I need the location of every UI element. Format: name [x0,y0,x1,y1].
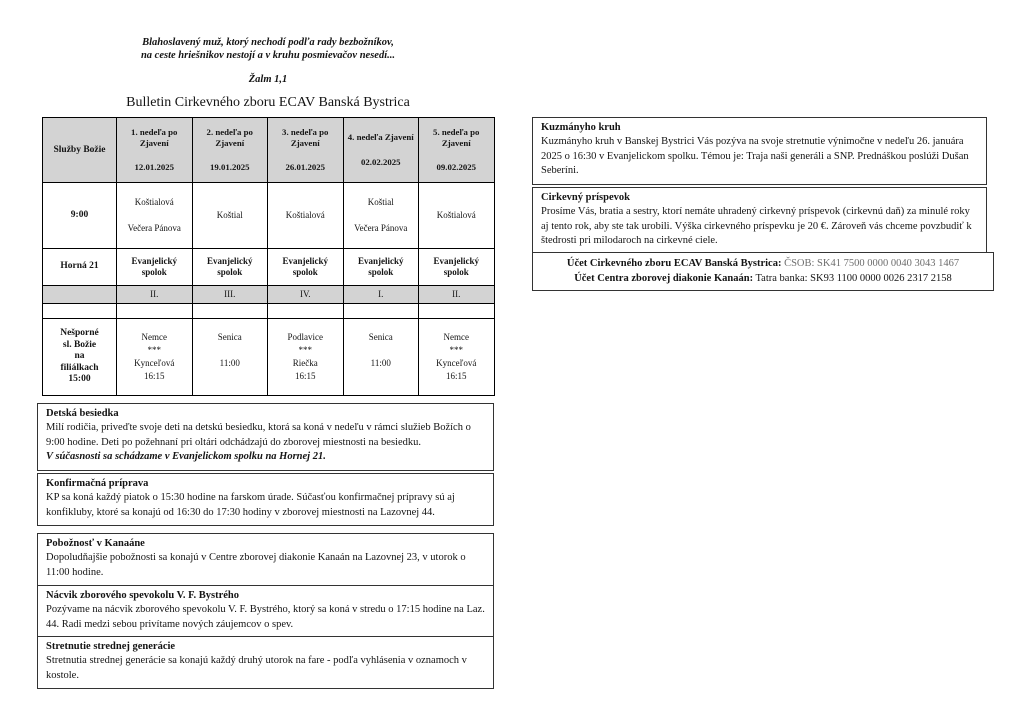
account-number: ČSOB: SK41 7500 0000 0040 3043 1467 [784,258,960,269]
psalm-reference: Žalm 1,1 [248,74,288,85]
venue-cell: Evanjelický spolok [192,249,268,286]
venue-cell: Evanjelický spolok [343,249,419,286]
account-line-2 [539,272,987,287]
venue-row [43,249,495,286]
account-number: Tatra banka: SK93 1100 0000 0026 2317 2158 [755,272,952,284]
preacher-cell: Koštial [192,183,268,249]
box-body: Kuzmányho kruh v Banskej Bystrici Vás pozýva na svoje stretnutie výnimočne v nedeľu 26. januára 2025 o 16:30 v Evanjelickom spolku. Témou je: Traja naši generáli a SNP. Prednáškou poslúži Dušan Seberíni. [541,136,969,176]
vespers-cell: Senica 11:00 [343,319,419,396]
box-body: KP sa koná každý piatok o 15:30 hodine na farskom úrade. Súčasťou konfirmačnej prípravy sú aj konfikluby, ktoré sa konajú od 16:30 do 17:30 hodiny v zborovej miestnosti na Lazovnej 44. [46,492,455,518]
vespers-cell: Podlavice *** Riečka 16:15 [268,319,344,396]
box-title: Detská besiedka [46,408,119,419]
numeral-cell: II. [419,286,495,304]
numeral-cell: I. [343,286,419,304]
column-date: 26.01.2025 [285,162,326,172]
box-body: Prosíme Vás, bratia a sestry, ktorí nemáte uhradený cirkevný príspevok (cirkevnú daň) za minulé roky aj tento rok, aby ste tak urobili. Výška cirkevného príspevku je 20 €. Zároveň vás chceme povzbudiť k štedrosti pri milodaroch na cirkevné ciele. [541,206,972,246]
account-label: Účet Centra zborovej diakonie Kanaán: [574,272,754,284]
announcement-box-nacvik-spevokolu [37,585,494,638]
column-header-4 [343,118,419,183]
box-body: Dopoludňajšie pobožnosti sa konajú v Centre zborovej diakonie Kanaán na Lazovnej 23, v utorok o 11:00 hodine. [46,552,466,578]
column-header-5 [419,118,495,183]
preacher-cell: Koštial Večera Pánova [343,183,419,249]
column-title: 1. nedeľa po Zjavení [131,127,178,148]
announcement-box-kuzmanyho-kruh [532,117,987,185]
column-title: 4. nedeľa Zjavení [347,132,414,143]
column-date: 19.01.2025 [209,162,250,172]
announcement-box-cirkevny-prispevok [532,187,987,255]
vespers-row-label: Nešporné sl. Božie na filiálkach 15:00 [43,319,117,396]
bulletin-title: Bulletin Cirkevného zboru ECAV Banská Bystrica [126,95,410,110]
vespers-cell: Senica 11:00 [192,319,268,396]
numeral-cell: IV. [268,286,344,304]
services-table [42,117,495,396]
account-line-1 [539,257,987,272]
announcement-box-stretnutie-strednej-generacie [37,636,494,689]
spacer-row [43,304,495,319]
header-block [42,36,494,112]
column-title: 3. nedeľa po Zjavení [282,127,329,148]
table-header-row [43,118,495,183]
numeral-cell: III. [192,286,268,304]
box-body: Pozývame na nácvik zborového spevokolu V. F. Bystrého, ktorý sa koná v stredu o 17:15 hodine na Laz. 44. Radi medzi sebou privítame nových záujemcov o spev. [46,604,485,630]
box-title: Stretnutie strednej generácie [46,641,176,652]
box-title: Konfirmačná príprava [46,478,149,489]
table-corner-label: Služby Božie [43,118,117,183]
column-date: 09.02.2025 [436,162,477,172]
announcement-box-poboznost-v-kanaane [37,533,494,586]
box-body: Stretnutia strednej generácie sa konajú každý druhý utorok na fare - podľa vyhlásenia v oznamoch v kostole. [46,655,467,681]
vespers-cell: Nemce *** Kynceľová 16:15 [117,319,193,396]
announcement-box-detska-besiedka [37,403,494,471]
vespers-row [43,319,495,396]
box-title: Cirkevný príspevok [541,192,630,203]
venue-cell: Evanjelický spolok [419,249,495,286]
preacher-cell: Koštialová [419,183,495,249]
time-row-label: 9:00 [43,183,117,249]
column-header-2 [192,118,268,183]
numeral-row [43,286,495,304]
box-title: Nácvik zborového spevokolu V. F. Bystrého [46,590,240,601]
column-date: 12.01.2025 [134,162,175,172]
column-date: 02.02.2025 [360,156,401,167]
column-title: 2. nedeľa po Zjavení [206,127,253,148]
box-title: Pobožnosť v Kanaáne [46,538,145,549]
verse-line-1: Blahoslavený muž, ktorý nechodí podľa rady bezbožníkov, [142,37,394,48]
venue-cell: Evanjelický spolok [117,249,193,286]
preacher-cell: Koštialová [268,183,344,249]
numeral-cell: II. [117,286,193,304]
numeral-empty-cell [43,286,117,304]
venue-cell: Evanjelický spolok [268,249,344,286]
box-body: Milí rodičia, priveďte svoje deti na detskú besiedku, ktorá sa koná v nedeľu v rámci služieb Božích o 9:00 hodine. Deti po požehnaní pri oltári odchádzajú do zborovej miestnosti na besiedku. [46,422,471,448]
announcement-box-konfirmacna-priprava [37,473,494,526]
accounts-box [532,252,994,291]
column-title: 5. nedeľa po Zjavení [433,127,480,148]
venue-row-label: Horná 21 [43,249,117,286]
box-emphasis: V súčasnosti sa schádzame v Evanjelickom spolku na Hornej 21. [46,451,326,462]
preacher-cell: Koštialová Večera Pánova [117,183,193,249]
column-header-3 [268,118,344,183]
box-title: Kuzmányho kruh [541,122,621,133]
vespers-cell: Nemce *** Kynceľová 16:15 [419,319,495,396]
column-header-1 [117,118,193,183]
account-label: Účet Cirkevného zboru ECAV Banská Bystrica: [566,258,782,269]
verse-line-2: na ceste hriešnikov nestojí a v kruhu posmievačov nesedí... [140,50,396,61]
morning-service-row [43,183,495,249]
